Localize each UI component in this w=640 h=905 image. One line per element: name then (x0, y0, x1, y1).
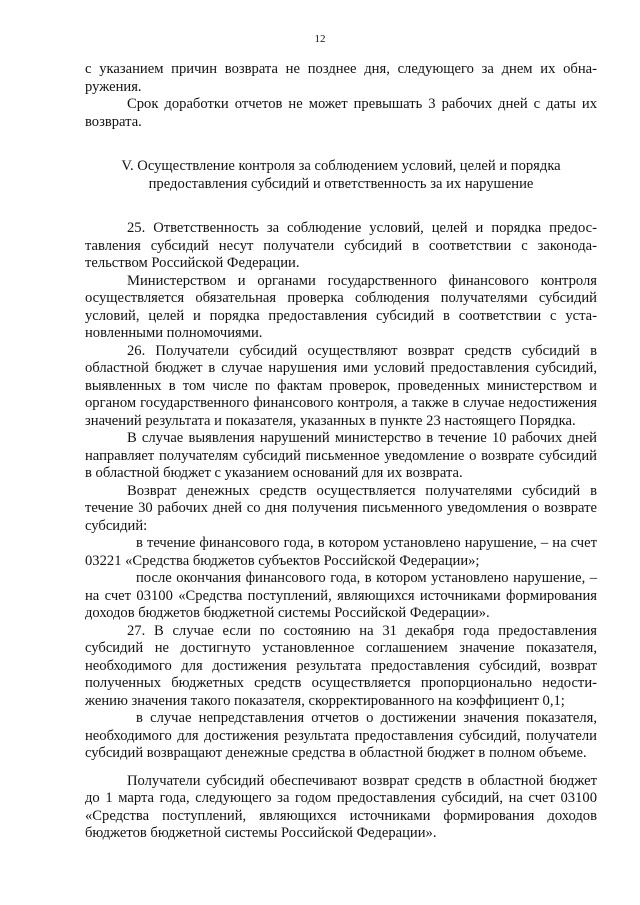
paragraph-26: 26. Получатели субсидий осуществляют возврат средств субсидий в областной бюджет в случае нарушения ими условий предоставления субсидий, выявленных в том числе по фактам проверок, проведенных министерством и органом государственного финансового контроля, а также в случае недостижения значений результата и показателя, указанных в пункте 23 настоящего Порядка. (85, 342, 597, 429)
paragraph-27-deadline: Получатели субсидий обеспечивают возврат средств в областной бюджет до 1 марта года, следующего за годом предоставления субсидий, на счет 03100 «Средства поступлений, являющихся источниками формирования доходов бюджетов бюджетной системы Российской Федерации». (85, 772, 597, 841)
paragraph-26-refund: Возврат денежных средств осуществляется получателями субсидий в течение 30 рабочих дней со дня получения письменного уведомления о возврате субсидий: (85, 482, 597, 534)
section-heading: V. Осуществление контроля за соблюдением условий, целей и порядка предоставления субсидий и ответственность за их нарушение (121, 158, 561, 192)
paragraph-26-after-year: после окончания финансового года, в котором установлено нарушение, – на счет 03100 «Средства поступлений, являющихся источниками формирования доходов бюджетов бюджетной системы Российской Федерации». (85, 570, 597, 621)
paragraph-25-control: Министерством и органами государственного финансового контроля осуществляется обязательная проверка соблюдения получателями субсидий условий, целей и порядка предоставления субсидий в соответствии с установленными полномочиями. (85, 272, 597, 341)
paragraph-27: 27. В случае если по состоянию на 31 декабря года предоставления субсидий не достигнуто установленное соглашением значение показателя, необходимого для достижения результата предоставления субсидий, возврат полученных бюджетных средств осуществляется пропорционально недостижению значения такого показателя, скорректированного на коэффициент 0,1; (85, 622, 597, 709)
paragraph-25: 25. Ответственность за соблюдение условий, целей и порядка предоставления субсидий несут получатели субсидий в соответствии с законодательством Российской Федерации. (85, 220, 597, 271)
paragraph-26-notice: В случае выявления нарушений министерство в течение 10 рабочих дней направляет получателям субсидий письменное уведомление о возврате субсидий в областной бюджет с указанием оснований для их возврата. (85, 430, 597, 481)
paragraph-27-no-reports: в случае непредставления отчетов о достижении значения показателя, необходимого для достижения результата предоставления субсидий, получатели субсидий возвращают денежные средства в областной бюджет в полном объеме. (85, 710, 597, 761)
document-body (85, 61, 597, 843)
page-number: 12 (314, 33, 326, 45)
paragraph-revision-deadline: Срок доработки отчетов не может превышать 3 рабочих дней с даты их возврата. (85, 96, 597, 130)
paragraph-continuation: с указанием причин возврата не позднее дня, следующего за днем их обнаружения. (85, 61, 597, 95)
paragraph-gap (85, 763, 597, 773)
paragraph-26-current-year: в течение финансового года, в котором установлено нарушение, – на счет 03221 «Средства бюджетов субъектов Российской Федерации»; (85, 535, 597, 569)
